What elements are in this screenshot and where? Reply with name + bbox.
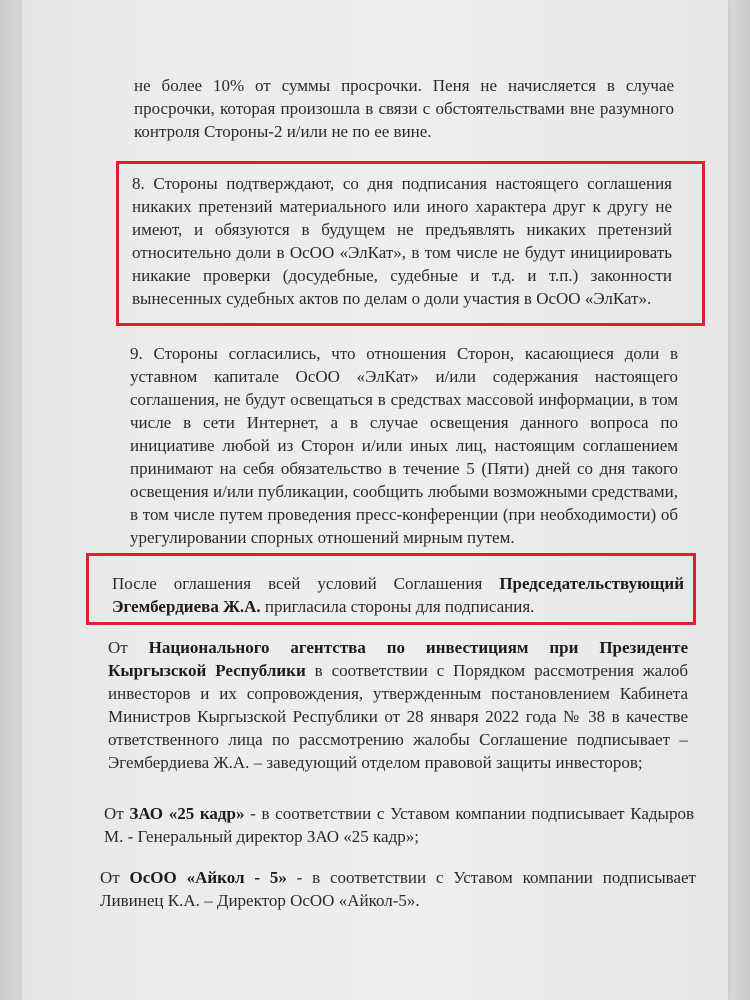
zao-name: ЗАО «25 кадр» (129, 804, 245, 823)
aikol-signatory: От ОсОО «Айкол - 5» - в соответствии с Уставом компании подписывает Ливинец К.А. – Директор ОсОО «Айкол-5». (100, 868, 696, 910)
zao-signatory: От ЗАО «25 кадр» - в соответствии с Уставом компании подписывает Кадыров М. - Генеральный директор ЗАО «25 кадр»; (104, 804, 695, 846)
national-agency-name: Национального агентства по инвестициям при Президенте Кыргызской Республики (108, 638, 689, 680)
signing-invitation-paragraph: После оглашения всей условий Соглашения Председательствующий Эгембердиева Ж.А. пригласила стороны для подписания. (112, 574, 684, 616)
left-page-edge (0, 0, 22, 1000)
national-agency-signatory: От Национального агентства по инвестициям при Президенте Кыргызской Республики в соответствии с Порядком рассмотрения жалоб инвесторов и их сопровождения, утвержденным постановлением Кабинета Министров Кыргызской Республики от 28 января 2022 года № 38 в качестве ответственного лица по рассмотрению жалобы Соглашение подписывает – Эгембердиева Ж.А. – заведующий отделом правовой защиты инвесторов; (108, 638, 689, 772)
right-page-edge (728, 0, 750, 1000)
clause-9: 9. Стороны согласились, что отношения Сторон, касающиеся доли в уставном капитале ОсОО «ЭлКат» и/или содержания настоящего соглашения, не будут освещаться в средствах массовой информации, в том числе в сети Интернет, а в случае освещения данного вопроса по инициативе любой из Сторон и/или иных лиц, настоящим соглашением принимают на себя обязательство в течение 5 (Пяти) дней со дня такого освещения и/или публикации, сообщить любыми возможными средствами, в том числе путем проведения пресс-конференции (при необходимости) об урегулировании спорных отношений мирным путем. (130, 344, 678, 547)
clause-8: 8. Стороны подтверждают, со дня подписания настоящего соглашения никаких претензий материального или иного характера друг к другу не имеют, и обязуются в будущем не предъявлять никаких претензий относительно доли в ОсОО «ЭлКат», в том числе не будут инициировать никакие проверки (досудебные, судебные и т.д. и т.п.) законности вынесенных судебных актов по делам о доли участия в ОсОО «ЭлКат». (132, 174, 672, 308)
chairperson-name: Председательствующий Эгембердиева Ж.А. (112, 574, 684, 616)
penalty-paragraph: не более 10% от суммы просрочки. Пеня не начисляется в случае просрочки, которая произошла в связи с обстоятельствами вне разумного контроля Стороны-2 и/или не по ее вине. (134, 76, 674, 141)
aikol-name: ОсОО «Айкол - 5» (129, 868, 287, 887)
